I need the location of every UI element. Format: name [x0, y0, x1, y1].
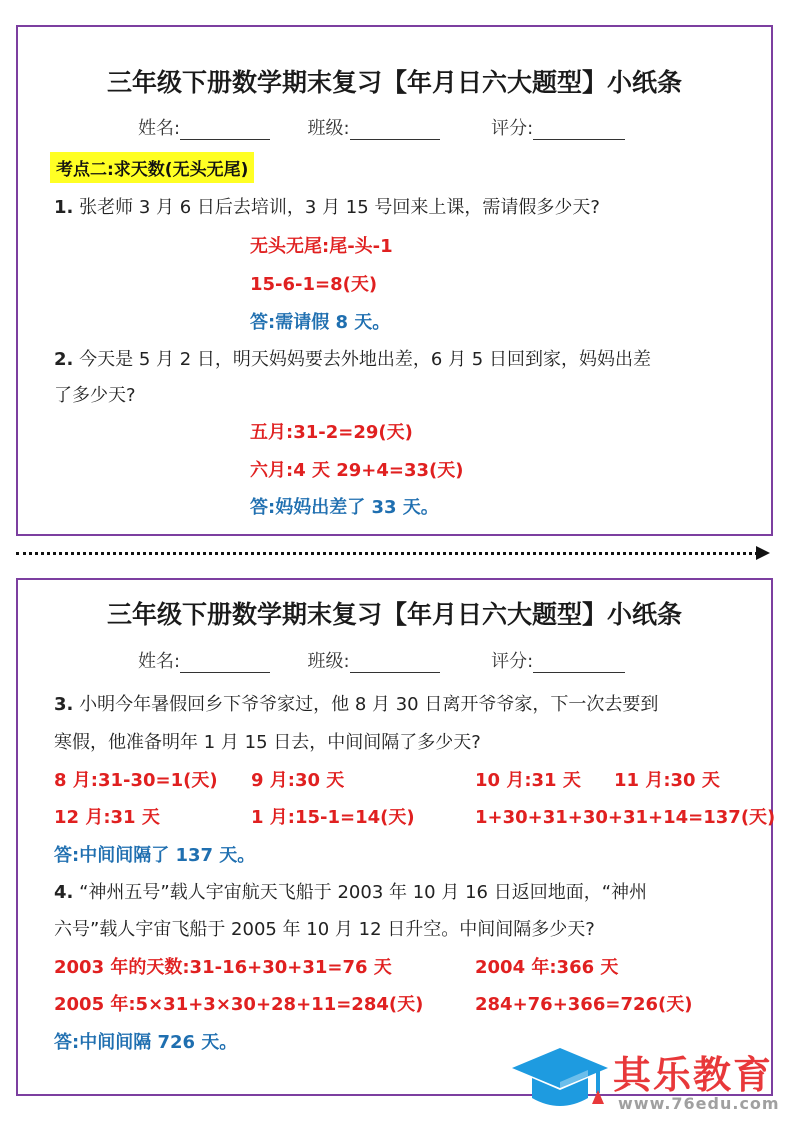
score-field[interactable] — [533, 121, 625, 140]
question-1 — [54, 193, 600, 219]
student-info-row — [138, 114, 625, 140]
score-label: 评分: — [491, 651, 534, 672]
q3-answer: 答:中间间隔了 137 天。 — [54, 845, 256, 866]
brand-name: 其乐教育 — [613, 1053, 774, 1097]
question-4-cont: 六号”载人宇宙飞船于 2005 年 10 月 12 日升空。中间间隔多少天? — [54, 919, 595, 940]
score-label: 评分: — [491, 118, 534, 139]
question-text: “神州五号”载人宇宙航天飞船于 2003 年 10 月 16 日返回地面，“神州 — [79, 882, 648, 903]
q3-nov: 11 月:30 天 — [614, 770, 720, 791]
student-info-row — [138, 647, 625, 673]
q4-2003: 2003 年的天数:31-16+30+31=76 天 — [54, 957, 392, 978]
q2-may: 五月:31-2=29(天) — [250, 422, 413, 443]
q3-aug: 8 月:31-30=1(天) — [54, 770, 218, 791]
name-field[interactable] — [180, 654, 270, 673]
q2-answer: 答:妈妈出差了 33 天。 — [250, 497, 439, 518]
question-number: 2. — [54, 349, 74, 370]
question-3 — [54, 690, 658, 716]
q1-rule: 无头无尾:尾-头-1 — [250, 236, 393, 257]
q1-answer: 答:需请假 8 天。 — [250, 312, 391, 333]
name-field[interactable] — [180, 121, 270, 140]
q4-2005: 2005 年:5×31+3×30+28+11=284(天) — [54, 994, 424, 1015]
question-number: 1. — [54, 197, 74, 218]
q1-calc: 15-6-1=8(天) — [250, 274, 378, 295]
question-number: 4. — [54, 882, 74, 903]
cut-line — [16, 552, 758, 555]
class-field[interactable] — [350, 121, 440, 140]
q4-answer: 答:中间间隔 726 天。 — [54, 1032, 238, 1053]
class-label: 班级: — [307, 651, 350, 672]
q2-june: 六月:4 天 29+4=33(天) — [250, 460, 464, 481]
page-title: 三年级下册数学期末复习【年月日六大题型】小纸条 — [106, 600, 682, 629]
question-text: 今天是 5 月 2 日，明天妈妈要去外地出差，6 月 5 日回到家，妈妈出差 — [79, 349, 651, 370]
name-label: 姓名: — [138, 651, 181, 672]
class-label: 班级: — [307, 118, 350, 139]
brand-url[interactable]: www.76edu.com — [618, 1094, 780, 1113]
arrow-right-icon — [756, 546, 770, 560]
score-field[interactable] — [533, 654, 625, 673]
q3-jan: 1 月:15-1=14(天) — [251, 807, 415, 828]
q3-dec: 12 月:31 天 — [54, 807, 160, 828]
question-4 — [54, 878, 647, 904]
topic-highlight: 考点二:求天数(无头无尾) — [50, 152, 254, 183]
question-text: 张老师 3 月 6 日后去培训，3 月 15 号回来上课，需请假多少天? — [79, 197, 600, 218]
page-title: 三年级下册数学期末复习【年月日六大题型】小纸条 — [106, 68, 682, 97]
question-3-cont: 寒假，他准备明年 1 月 15 日去，中间间隔了多少天? — [54, 732, 481, 753]
question-number: 3. — [54, 694, 74, 715]
brand-logo — [510, 1042, 790, 1114]
question-2 — [54, 345, 651, 371]
question-2-cont: 了多少天? — [54, 385, 136, 406]
q4-2004: 2004 年:366 天 — [475, 957, 619, 978]
q3-sum: 1+30+31+30+31+14=137(天) — [475, 807, 776, 828]
graduation-cap-icon — [510, 1042, 610, 1114]
question-text: 小明今年暑假回乡下爷爷家过，他 8 月 30 日离开爷爷家，下一次去要到 — [79, 694, 659, 715]
card-bottom — [16, 578, 776, 1096]
name-label: 姓名: — [138, 118, 181, 139]
class-field[interactable] — [350, 654, 440, 673]
q3-sep: 9 月:30 天 — [251, 770, 345, 791]
q4-total: 284+76+366=726(天) — [475, 994, 693, 1015]
card-top — [16, 25, 773, 536]
q3-oct: 10 月:31 天 — [475, 770, 581, 791]
